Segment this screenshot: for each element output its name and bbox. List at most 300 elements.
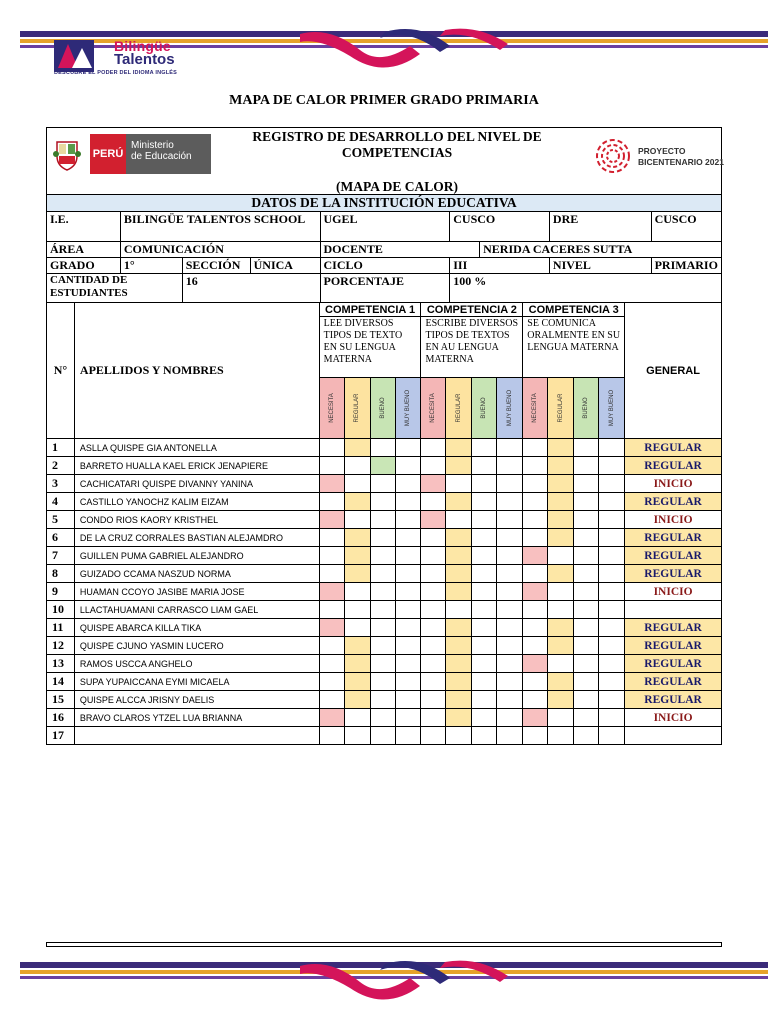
heat-cell <box>497 709 523 727</box>
general-result: INICIO <box>625 583 722 601</box>
general-result: INICIO <box>625 511 722 529</box>
general-result: REGULAR <box>625 619 722 637</box>
heat-cell <box>523 727 548 745</box>
bottom-decorative-banner <box>0 958 768 1004</box>
heat-cell <box>370 529 395 547</box>
heat-cell <box>599 457 625 475</box>
heat-cell <box>421 673 446 691</box>
docente-label: DOCENTE <box>320 242 480 258</box>
student-name: GUILLEN PUMA GABRIEL ALEJANDRO <box>74 547 319 565</box>
report-header <box>46 127 722 195</box>
heat-cell <box>421 565 446 583</box>
dre-value: CUSCO <box>651 212 721 242</box>
heat-cell <box>344 691 370 709</box>
brand-name-line1: Bilingüe <box>114 38 171 54</box>
heat-cell <box>395 547 421 565</box>
heat-cell <box>344 709 370 727</box>
general-result: REGULAR <box>625 565 722 583</box>
heat-cell <box>523 511 548 529</box>
heat-cell <box>421 601 446 619</box>
level-header-c3-muy-bueno <box>599 378 625 439</box>
bilingue-talentos-logo <box>50 36 226 80</box>
heat-cell <box>446 511 472 529</box>
heat-cell <box>574 475 599 493</box>
heat-cell <box>319 709 344 727</box>
heat-cell <box>395 493 421 511</box>
competencia-3-description: SE COMUNICA ORALMENTE EN SU LENGUA MATERNA <box>523 317 625 378</box>
student-name <box>74 727 319 745</box>
row-number: 1 <box>47 439 75 457</box>
bicentenario-burst-icon <box>593 134 633 178</box>
heat-cell <box>395 529 421 547</box>
heat-cell <box>395 655 421 673</box>
heat-cell <box>599 547 625 565</box>
heat-cell <box>395 727 421 745</box>
heat-cell <box>395 457 421 475</box>
heat-cell <box>497 583 523 601</box>
ciclo-value: III <box>450 258 550 274</box>
heat-cell <box>370 691 395 709</box>
heat-cell <box>548 547 574 565</box>
row-number: 14 <box>47 673 75 691</box>
heat-cell <box>574 691 599 709</box>
row-number: 3 <box>47 475 75 493</box>
heat-cell <box>574 727 599 745</box>
heat-cell <box>370 619 395 637</box>
heat-cell <box>523 493 548 511</box>
student-name: HUAMAN CCOYO JASIBE MARIA JOSE <box>74 583 319 601</box>
heat-cell <box>548 457 574 475</box>
heat-cell <box>446 727 472 745</box>
general-result: REGULAR <box>625 655 722 673</box>
heat-cell <box>548 439 574 457</box>
heat-cell <box>523 691 548 709</box>
heat-cell <box>523 565 548 583</box>
heat-cell <box>370 439 395 457</box>
general-result <box>625 727 722 745</box>
general-result: INICIO <box>625 475 722 493</box>
heat-cell <box>548 601 574 619</box>
heat-cell <box>395 601 421 619</box>
student-name: QUISPE CJUNO YASMIN LUCERO <box>74 637 319 655</box>
heat-cell <box>548 691 574 709</box>
heat-cell <box>446 547 472 565</box>
table-row <box>47 547 722 565</box>
level-header-c3-regular <box>548 378 574 439</box>
heat-cell <box>497 529 523 547</box>
table-row <box>47 511 722 529</box>
ie-value: BILINGÜE TALENTOS SCHOOL <box>120 212 320 242</box>
heat-cell <box>319 511 344 529</box>
general-result: REGULAR <box>625 529 722 547</box>
heat-cell <box>472 547 497 565</box>
table-row <box>47 637 722 655</box>
heat-cell <box>599 439 625 457</box>
ministry-label <box>126 134 211 174</box>
heat-cell <box>574 457 599 475</box>
general-result <box>625 601 722 619</box>
heat-cell <box>344 547 370 565</box>
row-number: 11 <box>47 619 75 637</box>
grado-label: GRADO <box>47 258 121 274</box>
heat-cell <box>421 619 446 637</box>
heat-cell <box>472 493 497 511</box>
heat-cell <box>446 655 472 673</box>
table-row <box>47 493 722 511</box>
competencia-1-description: LEE DIVERSOS TIPOS DE TEXTO EN SU LENGUA MATERNA <box>319 317 421 378</box>
level-label: BUENO <box>583 397 590 419</box>
page-title: MAPA DE CALOR PRIMER GRADO PRIMARIA <box>229 93 539 108</box>
heat-cell <box>574 619 599 637</box>
student-name: QUISPE ALCCA JRISNY DAELIS <box>74 691 319 709</box>
row-number: 15 <box>47 691 75 709</box>
heat-cell <box>574 493 599 511</box>
heat-cell <box>344 493 370 511</box>
heat-cell <box>395 673 421 691</box>
heat-cell <box>319 727 344 745</box>
heat-cell <box>319 439 344 457</box>
heat-cell <box>472 565 497 583</box>
heat-cell <box>446 619 472 637</box>
general-result: REGULAR <box>625 691 722 709</box>
heat-cell <box>472 457 497 475</box>
cantidad-label: CANTIDAD DE ESTUDIANTES <box>47 274 183 303</box>
heat-cell <box>370 511 395 529</box>
level-header-c3-necesita <box>523 378 548 439</box>
ugel-label: UGEL <box>320 212 450 242</box>
general-result: REGULAR <box>625 547 722 565</box>
ugel-value: CUSCO <box>450 212 550 242</box>
brand-name-line2: Talentos <box>114 51 175 68</box>
seccion-label: SECCIÓN <box>182 258 250 274</box>
heat-cell <box>344 727 370 745</box>
heat-cell <box>319 601 344 619</box>
row-number: 5 <box>47 511 75 529</box>
level-label: NECESITA <box>430 393 437 423</box>
heat-cell <box>599 475 625 493</box>
heat-cell <box>344 529 370 547</box>
level-label: MUY BUENO <box>506 389 513 427</box>
table-row <box>47 601 722 619</box>
heat-cell <box>574 673 599 691</box>
porcentaje-label: PORCENTAJE <box>320 274 450 303</box>
heat-cell <box>421 475 446 493</box>
competencia-2-description: ESCRIBE DIVERSOS TIPOS DE TEXTOS EN AU LENGUA MATERNA <box>421 317 523 378</box>
heat-cell <box>370 565 395 583</box>
heat-cell <box>319 529 344 547</box>
heat-cell <box>319 493 344 511</box>
heat-cell <box>421 547 446 565</box>
heat-cell <box>446 583 472 601</box>
heat-cell <box>395 619 421 637</box>
heat-cell <box>472 583 497 601</box>
heat-cell <box>574 439 599 457</box>
heat-cell <box>472 601 497 619</box>
level-label: REGULAR <box>455 393 462 423</box>
student-name: CONDO RIOS KAORY KRISTHEL <box>74 511 319 529</box>
heat-cell <box>523 529 548 547</box>
heat-cell <box>599 583 625 601</box>
level-header-c1-necesita <box>319 378 344 439</box>
heat-cell <box>523 601 548 619</box>
table-row <box>47 619 722 637</box>
level-label: REGULAR <box>557 393 564 423</box>
student-name: LLACTAHUAMANI CARRASCO LIAM GAEL <box>74 601 319 619</box>
student-name: CACHICATARI QUISPE DIVANNY YANINA <box>74 475 319 493</box>
heat-cell <box>421 691 446 709</box>
ministerio-logo <box>52 134 207 174</box>
row-number: 17 <box>47 727 75 745</box>
heat-cell <box>548 493 574 511</box>
heat-cell <box>472 511 497 529</box>
table-row <box>47 529 722 547</box>
heat-cell <box>472 655 497 673</box>
row-number: 12 <box>47 637 75 655</box>
docente-value: NERIDA CACERES SUTTA <box>480 242 722 258</box>
heat-cell <box>319 565 344 583</box>
table-row <box>47 457 722 475</box>
level-header-c2-bueno <box>472 378 497 439</box>
table-row <box>47 673 722 691</box>
heat-cell <box>523 547 548 565</box>
ie-label: I.E. <box>47 212 121 242</box>
heat-cell <box>472 709 497 727</box>
heat-cell <box>497 691 523 709</box>
nivel-label: NIVEL <box>549 258 651 274</box>
heat-cell <box>370 601 395 619</box>
level-label: MUY BUENO <box>608 389 615 427</box>
heat-cell <box>548 637 574 655</box>
heat-cell <box>421 529 446 547</box>
level-label: NECESITA <box>328 393 335 423</box>
student-name: CASTILLO YANOCHZ KALIM EIZAM <box>74 493 319 511</box>
heat-cell <box>421 637 446 655</box>
heat-cell <box>370 493 395 511</box>
table-row <box>47 691 722 709</box>
heat-cell <box>548 565 574 583</box>
heat-cell <box>344 673 370 691</box>
general-result: REGULAR <box>625 457 722 475</box>
competencia-1-title: COMPETENCIA 1 <box>319 303 421 317</box>
student-name: QUISPE ABARCA KILLA TIKA <box>74 619 319 637</box>
heat-cell <box>319 691 344 709</box>
level-label: BUENO <box>481 397 488 419</box>
heat-cell <box>574 709 599 727</box>
student-name: DE LA CRUZ CORRALES BASTIAN ALEJAMDRO <box>74 529 319 547</box>
cantidad-value: 16 <box>182 274 320 303</box>
heat-cell <box>370 547 395 565</box>
heat-cell <box>319 673 344 691</box>
table-row <box>47 655 722 673</box>
report-title: REGISTRO DE DESARROLLO DEL NIVEL DE COMPETENCIAS <box>252 129 542 160</box>
heat-cell <box>370 655 395 673</box>
competencia-2-title: COMPETENCIA 2 <box>421 303 523 317</box>
row-number: 16 <box>47 709 75 727</box>
heat-cell <box>395 475 421 493</box>
heat-cell <box>497 565 523 583</box>
heat-cell <box>599 655 625 673</box>
row-number: 9 <box>47 583 75 601</box>
table-row <box>47 727 722 745</box>
heat-cell <box>599 565 625 583</box>
nivel-value: PRIMARIO <box>651 258 721 274</box>
ministry-line1: Ministerio <box>131 140 174 151</box>
grado-value: 1° <box>120 258 182 274</box>
bicentenario-logo <box>583 134 723 178</box>
heat-cell <box>548 673 574 691</box>
heat-cell <box>370 457 395 475</box>
dre-label: DRE <box>549 212 651 242</box>
level-label: NECESITA <box>532 393 539 423</box>
heat-cell <box>548 727 574 745</box>
heat-cell <box>395 691 421 709</box>
general-result: REGULAR <box>625 493 722 511</box>
heat-cell <box>599 529 625 547</box>
heat-cell <box>574 547 599 565</box>
heat-cell <box>472 475 497 493</box>
heat-cell <box>574 583 599 601</box>
general-result: REGULAR <box>625 637 722 655</box>
heat-cell <box>446 601 472 619</box>
heat-cell <box>523 673 548 691</box>
heat-cell <box>599 601 625 619</box>
heat-cell <box>497 673 523 691</box>
heat-cell <box>344 511 370 529</box>
heat-cell <box>446 565 472 583</box>
heat-cell <box>472 529 497 547</box>
competencia-3-title: COMPETENCIA 3 <box>523 303 625 317</box>
ministry-line2: de Educación <box>131 151 192 162</box>
heat-cell <box>370 475 395 493</box>
heat-cell <box>523 583 548 601</box>
table-row <box>47 709 722 727</box>
heat-cell <box>446 637 472 655</box>
heat-cell <box>548 709 574 727</box>
heat-cell <box>599 511 625 529</box>
heat-cell <box>319 619 344 637</box>
heat-cell <box>344 619 370 637</box>
heat-cell <box>319 475 344 493</box>
heat-cell <box>421 583 446 601</box>
heat-cell <box>344 655 370 673</box>
brand-tagline: DESCUBRE EL PODER DEL IDIOMA INGLÉS <box>54 70 178 76</box>
heat-cell <box>574 529 599 547</box>
heat-cell <box>395 439 421 457</box>
level-header-c2-necesita <box>421 378 446 439</box>
heat-cell <box>446 709 472 727</box>
heat-cell <box>344 439 370 457</box>
heat-cell <box>497 439 523 457</box>
peru-label: PERÚ <box>90 134 126 174</box>
heat-cell <box>395 709 421 727</box>
level-label: MUY BUENO <box>405 389 411 427</box>
seccion-value: ÚNICA <box>250 258 320 274</box>
heat-cell <box>446 673 472 691</box>
heat-cell <box>497 637 523 655</box>
heat-cell <box>599 493 625 511</box>
heat-cell <box>599 619 625 637</box>
student-name: GUIZADO CCAMA NASZUD NORMA <box>74 565 319 583</box>
heat-cell <box>395 583 421 601</box>
heat-cell <box>446 475 472 493</box>
heat-cell <box>599 637 625 655</box>
row-number: 13 <box>47 655 75 673</box>
row-number: 2 <box>47 457 75 475</box>
student-name: SUPA YUPAICCANA EYMI MICAELA <box>74 673 319 691</box>
report-subtitle: (MAPA DE CALOR) <box>336 179 458 194</box>
student-name: RAMOS USCCA ANGHELO <box>74 655 319 673</box>
general-result: REGULAR <box>625 673 722 691</box>
heat-cell <box>472 637 497 655</box>
table-row <box>47 583 722 601</box>
general-result: INICIO <box>625 709 722 727</box>
student-name: BARRETO HUALLA KAEL ERICK JENAPIERE <box>74 457 319 475</box>
number-header: N° <box>47 303 75 439</box>
heat-cell <box>319 583 344 601</box>
student-name: ASLLA QUISPE GIA ANTONELLA <box>74 439 319 457</box>
heat-cell <box>599 709 625 727</box>
heat-cell <box>370 637 395 655</box>
name-header: APELLIDOS Y NOMBRES <box>74 303 319 439</box>
heat-cell <box>370 583 395 601</box>
heat-cell <box>548 529 574 547</box>
heat-cell <box>344 583 370 601</box>
heat-cell <box>344 637 370 655</box>
general-result: REGULAR <box>625 439 722 457</box>
heat-cell <box>344 601 370 619</box>
heat-cell <box>548 583 574 601</box>
heat-cell <box>523 439 548 457</box>
heat-cell <box>421 439 446 457</box>
heat-cell <box>344 565 370 583</box>
heat-cell <box>523 637 548 655</box>
institution-data-table <box>46 194 722 303</box>
heat-cell <box>446 691 472 709</box>
footer-rule <box>46 942 722 947</box>
peru-shield-icon <box>52 138 82 172</box>
heat-cell <box>446 529 472 547</box>
porcentaje-value: 100 % <box>450 274 722 303</box>
area-value: COMUNICACIÓN <box>120 242 320 258</box>
bicentenario-text <box>638 146 724 168</box>
row-number: 10 <box>47 601 75 619</box>
level-header-c1-muy-bueno <box>395 378 421 439</box>
heat-cell <box>446 493 472 511</box>
heat-cell <box>497 493 523 511</box>
heat-cell <box>523 475 548 493</box>
heat-cell <box>497 619 523 637</box>
bicentenario-line1: PROYECTO <box>638 146 686 156</box>
heat-cell <box>319 655 344 673</box>
heat-cell <box>421 457 446 475</box>
heat-cell <box>574 565 599 583</box>
heat-cell <box>421 655 446 673</box>
heat-cell <box>548 619 574 637</box>
level-label: BUENO <box>379 397 386 419</box>
heat-cell <box>421 511 446 529</box>
heat-cell <box>497 457 523 475</box>
row-number: 7 <box>47 547 75 565</box>
level-header-c2-muy-bueno <box>497 378 523 439</box>
heat-cell <box>319 457 344 475</box>
heat-cell <box>472 439 497 457</box>
heat-cell <box>344 475 370 493</box>
heat-cell <box>497 727 523 745</box>
institution-section-title: DATOS DE LA INSTITUCIÓN EDUCATIVA <box>47 195 722 212</box>
heat-cell <box>497 475 523 493</box>
heat-cell <box>370 709 395 727</box>
heat-cell <box>319 637 344 655</box>
